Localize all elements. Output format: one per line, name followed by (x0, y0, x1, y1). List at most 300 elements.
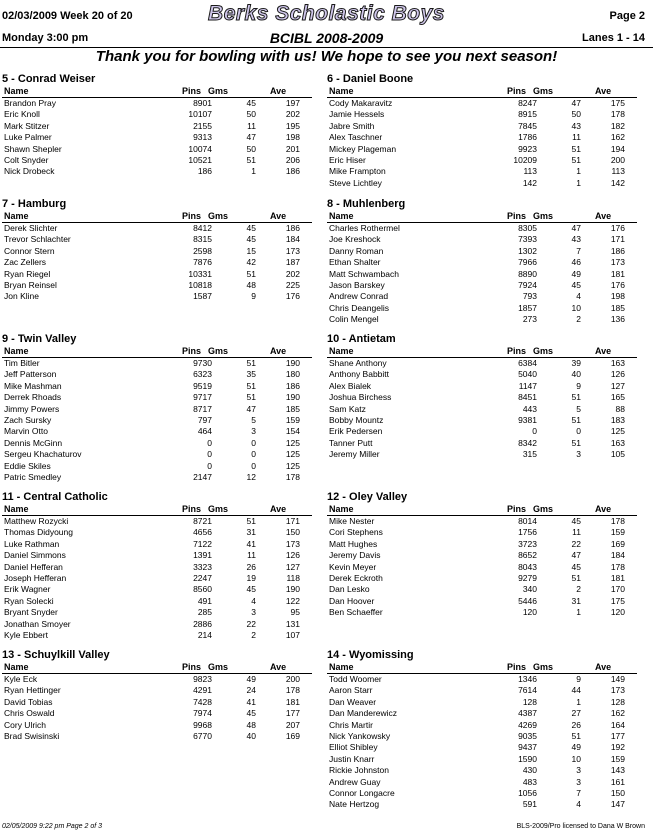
bowler-gms: 44 (571, 685, 581, 696)
bowler-name: Bryan Reinsel (4, 279, 57, 290)
bowler-row (2, 550, 312, 561)
bowler-name: Matthew Rozycki (4, 516, 69, 526)
bowler-ave: 122 (285, 595, 300, 606)
bowler-name: Aaron Starr (329, 685, 373, 696)
bowler-pins: 1302 (518, 245, 537, 256)
bowler-ave: 126 (285, 550, 300, 561)
bowler-row (327, 697, 637, 708)
team-title: 6 - Daniel Boone (327, 73, 414, 85)
bowler-pins: 142 (522, 177, 537, 188)
bowler-name: Dan Lesko (329, 584, 370, 595)
bowler-pins: 8043 (518, 561, 537, 572)
league-title: Berks Scholastic Boys (208, 2, 445, 25)
bowler-ave: 183 (610, 414, 625, 425)
bowler-ave: 181 (285, 696, 300, 707)
bowler-name: Steve Lichtley (329, 177, 382, 188)
bowler-gms: 0 (251, 437, 256, 448)
bowler-gms: 9 (251, 291, 256, 302)
bowler-gms: 40 (246, 730, 256, 741)
bowler-ave: 184 (610, 550, 625, 561)
bowler-pins: 9437 (518, 742, 537, 753)
bowler-name: Mickey Plageman (329, 143, 397, 154)
team-title: 10 - Antietam (327, 333, 396, 345)
bowler-name: Alex Taschner (329, 132, 383, 143)
bowler-gms: 0 (576, 426, 581, 437)
bowler-pins: 340 (522, 584, 537, 595)
team-block (2, 648, 312, 742)
bowler-name: Zach Sursky (4, 414, 52, 425)
bowler-name: Dan Manderewicz (329, 708, 398, 719)
bowler-name: Eric Hiser (329, 154, 366, 165)
bowler-gms: 35 (246, 369, 256, 380)
bowler-name: Nick Yankowsky (329, 730, 391, 741)
bowler-gms: 7 (576, 787, 581, 798)
bowler-pins: 1391 (193, 550, 212, 561)
bowler-gms: 1 (576, 607, 581, 618)
bowler-pins: 8560 (193, 584, 212, 595)
bowler-gms: 4 (576, 799, 581, 810)
bowler-gms: 9 (576, 380, 581, 391)
bowler-name: Connor Longacre (329, 787, 395, 798)
bowler-ave: 192 (610, 742, 625, 753)
bowler-row (2, 392, 312, 403)
column-header-pins: Pins (182, 346, 202, 356)
column-header-gms: Gms (533, 662, 554, 672)
bowler-name: Derek Eckroth (329, 572, 383, 583)
bowler-gms: 46 (571, 257, 581, 268)
bowler-ave: 186 (285, 380, 300, 391)
bowler-gms: 41 (246, 538, 256, 549)
bowler-gms: 45 (246, 98, 256, 108)
bowler-gms: 45 (246, 223, 256, 233)
license-note: BLS-2009/Pro licensed to Dana W Brown (516, 823, 645, 830)
bowler-name: Sergeu Khachaturov (4, 449, 82, 460)
bowler-pins: 483 (522, 776, 537, 787)
bowler-pins: 0 (207, 437, 212, 448)
bowler-gms: 2 (576, 314, 581, 325)
bowler-row (327, 144, 637, 155)
bowler-row (327, 516, 637, 527)
bowler-pins: 7966 (518, 257, 537, 268)
bowler-row (327, 584, 637, 595)
bowler-row (327, 155, 637, 166)
bowler-row (2, 257, 312, 268)
bowler-ave: 173 (610, 685, 625, 696)
bowler-gms: 51 (571, 143, 581, 154)
bowler-row (2, 381, 312, 392)
bowler-ave: 177 (285, 708, 300, 719)
column-header-gms: Gms (208, 86, 229, 96)
bowler-gms: 3 (576, 776, 581, 787)
column-header-name: Name (329, 504, 354, 514)
bowler-gms: 47 (571, 98, 581, 108)
bowler-name: Danny Roman (329, 245, 384, 256)
bowler-name: Connor Stern (4, 245, 55, 256)
bowler-row (2, 155, 312, 166)
bowler-pins: 10818 (188, 279, 212, 290)
bowler-gms: 11 (572, 132, 581, 143)
bowler-gms: 26 (571, 719, 581, 730)
bowler-gms: 49 (246, 674, 256, 684)
bowler-pins: 4656 (193, 527, 212, 538)
bowler-pins: 8721 (193, 516, 212, 526)
bowler-row (2, 404, 312, 415)
bowler-name: Charles Rothermel (329, 223, 400, 233)
bowler-ave: 186 (285, 166, 300, 177)
column-header-name: Name (329, 211, 354, 221)
bowler-ave: 95 (290, 607, 300, 618)
bowler-pins: 7122 (193, 538, 212, 549)
bowler-row (2, 516, 312, 527)
bowler-row (2, 731, 312, 742)
bowler-ave: 176 (285, 291, 300, 302)
bowler-row (327, 404, 637, 415)
team-block (327, 490, 637, 619)
bowler-row (327, 269, 637, 280)
bowler-ave: 173 (610, 257, 625, 268)
team-block (2, 490, 312, 641)
bowler-pins: 9730 (193, 358, 212, 368)
bowler-row (327, 369, 637, 380)
bowler-ave: 125 (285, 460, 300, 471)
bowler-name: Elliot Shibley (329, 742, 378, 753)
bowler-row (2, 269, 312, 280)
bowler-row (327, 234, 637, 245)
bowler-ave: 171 (610, 234, 625, 245)
bowler-ave: 206 (285, 154, 300, 165)
bowler-pins: 7614 (518, 685, 537, 696)
bowler-pins: 797 (197, 414, 212, 425)
bowler-name: Matt Hughes (329, 538, 378, 549)
bowler-row (2, 607, 312, 618)
bowler-ave: 200 (285, 674, 300, 684)
column-header-gms: Gms (208, 504, 229, 514)
bowler-gms: 1 (251, 166, 256, 177)
bowler-gms: 31 (246, 527, 256, 538)
team-block (2, 72, 312, 178)
bowler-pins: 3323 (193, 561, 212, 572)
bowler-row (327, 223, 637, 234)
bowler-name: Chris Deangelis (329, 302, 389, 313)
bowler-gms: 47 (246, 132, 256, 143)
bowler-ave: 175 (610, 595, 625, 606)
bowler-gms: 15 (246, 245, 256, 256)
bowler-gms: 4 (251, 595, 256, 606)
bowler-gms: 7 (576, 245, 581, 256)
bowler-pins: 1587 (193, 291, 212, 302)
bowler-ave: 201 (285, 143, 300, 154)
bowler-name: Derrek Rhoads (4, 392, 62, 403)
bowler-row (327, 109, 637, 120)
bowler-row (2, 426, 312, 437)
bowler-name: Cody Makaravitz (329, 98, 393, 108)
bowler-pins: 9923 (518, 143, 537, 154)
team-title: 13 - Schuylkill Valley (2, 649, 110, 661)
bowler-name: Joe Kreshock (329, 234, 381, 245)
bowler-row (327, 607, 637, 618)
bowler-pins: 1590 (518, 753, 537, 764)
column-headers (2, 211, 312, 223)
bowler-row (2, 132, 312, 143)
bowler-ave: 154 (285, 426, 300, 437)
bowler-pins: 1346 (518, 674, 537, 684)
column-header-gms: Gms (533, 86, 554, 96)
bowler-row (327, 303, 637, 314)
column-header-pins: Pins (182, 504, 202, 514)
bowler-row (327, 754, 637, 765)
bowler-name: Shane Anthony (329, 358, 387, 368)
bowler-row (327, 765, 637, 776)
bowler-pins: 10521 (188, 154, 212, 165)
bowler-gms: 2 (576, 584, 581, 595)
bowler-pins: 6323 (193, 369, 212, 380)
bowler-row (327, 358, 637, 369)
bowler-gms: 3 (251, 607, 256, 618)
bowler-row (327, 166, 637, 177)
bowler-ave: 125 (285, 449, 300, 460)
bowler-row (2, 527, 312, 538)
bowler-name: Jimmy Powers (4, 403, 60, 414)
print-timestamp: 02/05/2009 9:22 pm Page 2 of 3 (2, 823, 103, 830)
column-header-name: Name (329, 662, 354, 672)
bowler-name: Tim Bitler (4, 358, 40, 368)
bowler-row (2, 630, 312, 641)
bowler-gms: 42 (246, 257, 256, 268)
bowler-row (2, 144, 312, 155)
bowler-ave: 190 (285, 392, 300, 403)
bowler-row (2, 280, 312, 291)
bowler-name: Alex Bialek (329, 380, 372, 391)
column-header-pins: Pins (507, 662, 527, 672)
bowler-pins: 9279 (518, 572, 537, 583)
bowler-name: Ryan Solecki (4, 595, 54, 606)
bowler-pins: 10331 (188, 268, 212, 279)
team-block (327, 197, 637, 326)
bowler-name: Colin Mengel (329, 314, 379, 325)
bowler-pins: 273 (522, 314, 537, 325)
bowler-gms: 5 (576, 403, 581, 414)
bowler-name: Nick Drobeck (4, 166, 55, 177)
column-header-pins: Pins (507, 346, 527, 356)
bowler-gms: 3 (251, 426, 256, 437)
bowler-pins: 10107 (188, 109, 212, 120)
bowler-row (327, 562, 637, 573)
bowler-row (327, 98, 637, 109)
column-header-ave: Ave (270, 662, 287, 672)
bowler-pins: 315 (522, 449, 537, 460)
bowler-gms: 1 (576, 177, 581, 188)
bowler-ave: 173 (285, 245, 300, 256)
bowler-gms: 4 (576, 291, 581, 302)
bowler-pins: 9968 (193, 719, 212, 730)
bowler-ave: 127 (285, 561, 300, 572)
bowler-gms: 3 (576, 449, 581, 460)
lanes: Lanes 1 - 14 (582, 32, 645, 44)
bowler-pins: 186 (197, 166, 212, 177)
column-header-ave: Ave (270, 86, 287, 96)
bowler-gms: 5 (251, 414, 256, 425)
bowler-row (2, 685, 312, 696)
bowler-pins: 0 (532, 426, 537, 437)
column-header-ave: Ave (595, 504, 612, 514)
bowler-gms: 45 (571, 561, 581, 572)
bowler-gms: 40 (571, 369, 581, 380)
bowler-pins: 7974 (193, 708, 212, 719)
bowler-row (2, 539, 312, 550)
bowler-row (2, 246, 312, 257)
bowler-ave: 159 (610, 527, 625, 538)
bowler-row (2, 166, 312, 177)
bowler-ave: 149 (610, 674, 625, 684)
bowler-name: Eddie Skiles (4, 460, 51, 471)
bowler-pins: 0 (207, 460, 212, 471)
column-header-pins: Pins (182, 662, 202, 672)
bowler-gms: 11 (247, 550, 256, 561)
bowler-pins: 793 (522, 291, 537, 302)
team-title: 11 - Central Catholic (2, 491, 108, 503)
bowler-gms: 45 (246, 584, 256, 595)
bowler-gms: 11 (572, 527, 581, 538)
bowler-ave: 107 (285, 629, 300, 640)
bowler-pins: 443 (522, 403, 537, 414)
bowler-row (2, 562, 312, 573)
bowler-ave: 198 (610, 291, 625, 302)
bowler-gms: 47 (571, 223, 581, 233)
bowler-name: Kyle Ebbert (4, 629, 48, 640)
bowler-ave: 197 (285, 98, 300, 108)
bowler-row (327, 550, 637, 561)
bowler-gms: 51 (571, 437, 581, 448)
bowler-name: David Tobias (4, 696, 53, 707)
bowler-name: Ethan Shalter (329, 257, 381, 268)
bowler-gms: 45 (246, 708, 256, 719)
team-title: 8 - Muhlenberg (327, 198, 406, 210)
bowler-gms: 51 (246, 268, 256, 279)
bowler-ave: 178 (610, 109, 625, 120)
column-header-name: Name (4, 662, 29, 672)
column-header-pins: Pins (182, 86, 202, 96)
bowler-pins: 491 (197, 595, 212, 606)
bowler-pins: 2147 (193, 471, 212, 482)
bowler-name: Luke Palmer (4, 132, 52, 143)
column-header-gms: Gms (208, 346, 229, 356)
bowler-ave: 190 (285, 584, 300, 595)
bowler-pins: 1786 (518, 132, 537, 143)
bowler-gms: 51 (246, 358, 256, 368)
bowler-ave: 147 (610, 799, 625, 810)
bowler-pins: 464 (197, 426, 212, 437)
bowler-ave: 171 (285, 516, 300, 526)
bowler-ave: 163 (610, 358, 625, 368)
bowler-gms: 48 (246, 719, 256, 730)
bowler-ave: 178 (610, 561, 625, 572)
bowler-ave: 136 (610, 314, 625, 325)
bowler-ave: 118 (286, 572, 300, 583)
bowler-gms: 9 (576, 674, 581, 684)
bowler-ave: 150 (285, 527, 300, 538)
bowler-gms: 22 (571, 538, 581, 549)
bowler-row (327, 426, 637, 437)
bowler-pins: 591 (522, 799, 537, 810)
bowler-ave: 175 (610, 98, 625, 108)
bowler-name: Dan Hoover (329, 595, 375, 606)
bowler-ave: 190 (285, 358, 300, 368)
bowler-ave: 176 (610, 223, 625, 233)
day-time: Monday 3:00 pm (2, 32, 89, 44)
bowler-name: Mike Mashman (4, 380, 62, 391)
bowler-gms: 22 (246, 618, 256, 629)
bowler-row (2, 573, 312, 584)
bowler-row (327, 539, 637, 550)
bowler-ave: 143 (610, 765, 625, 776)
bowler-pins: 8451 (518, 392, 537, 403)
bowler-ave: 186 (610, 245, 625, 256)
column-header-ave: Ave (595, 662, 612, 672)
bowler-ave: 150 (610, 787, 625, 798)
column-header-ave: Ave (270, 504, 287, 514)
bowler-pins: 7845 (518, 120, 537, 131)
bowler-name: Brad Swisinski (4, 730, 60, 741)
bowler-name: Todd Woomer (329, 674, 382, 684)
bowler-pins: 285 (197, 607, 212, 618)
bowler-name: Jeremy Davis (329, 550, 381, 561)
bowler-name: Nate Hertzog (329, 799, 380, 810)
bowler-name: Derek Slichter (4, 223, 58, 233)
bowler-row (327, 527, 637, 538)
bowler-pins: 0 (207, 449, 212, 460)
bowler-name: Colt Snyder (4, 154, 49, 165)
column-header-name: Name (4, 504, 29, 514)
bowler-pins: 2886 (193, 618, 212, 629)
bowler-pins: 6384 (518, 358, 537, 368)
bowler-gms: 51 (571, 392, 581, 403)
bowler-name: Thomas Didyoung (4, 527, 73, 538)
team-title: 14 - Wyomissing (327, 649, 414, 661)
bowler-row (2, 223, 312, 234)
bowler-gms: 10 (571, 302, 581, 313)
report-date-week: 02/03/2009 Week 20 of 20 (2, 10, 133, 22)
bowler-ave: 159 (285, 414, 300, 425)
bowler-name: Bobby Mountz (329, 414, 384, 425)
column-headers (327, 211, 637, 223)
column-headers (327, 86, 637, 98)
bowler-name: Chris Martir (329, 719, 373, 730)
bowler-gms: 39 (571, 358, 581, 368)
column-headers (327, 504, 637, 516)
column-headers (2, 86, 312, 98)
bowler-name: Bryant Snyder (4, 607, 58, 618)
bowler-gms: 50 (571, 109, 581, 120)
column-header-gms: Gms (533, 346, 554, 356)
bowler-ave: 113 (611, 166, 625, 177)
bowler-ave: 178 (610, 516, 625, 526)
bowler-name: Jeremy Miller (329, 449, 380, 460)
bowler-pins: 214 (197, 629, 212, 640)
column-header-name: Name (329, 346, 354, 356)
bowler-gms: 51 (571, 572, 581, 583)
bowler-ave: 187 (285, 257, 300, 268)
bowler-row (327, 178, 637, 189)
bowler-row (327, 392, 637, 403)
bowler-name: Patric Smedley (4, 471, 62, 482)
bowler-name: Joseph Hefferan (4, 572, 67, 583)
column-header-pins: Pins (507, 211, 527, 221)
bowler-gms: 51 (246, 392, 256, 403)
team-block (327, 72, 637, 189)
bowler-gms: 11 (247, 120, 256, 131)
bowler-ave: 164 (610, 719, 625, 730)
bowler-row (327, 132, 637, 143)
